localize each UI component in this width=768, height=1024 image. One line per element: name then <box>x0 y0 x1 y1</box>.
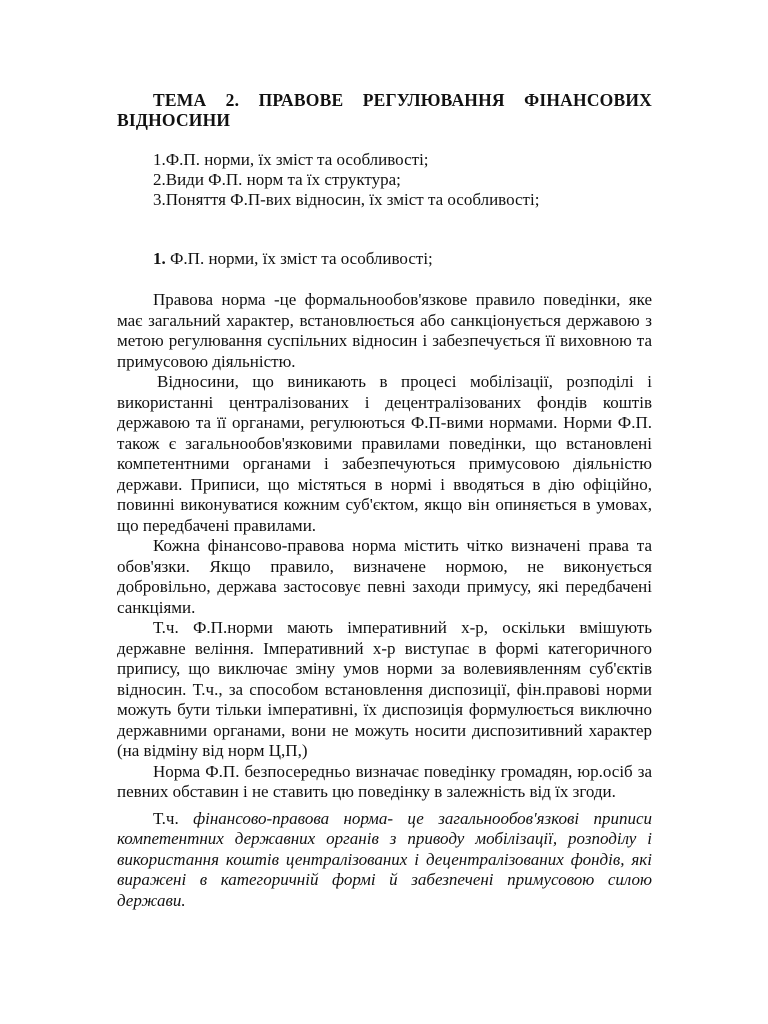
outline-item-2: 2.Види Ф.П. норм та їх структура; <box>153 170 401 189</box>
paragraph-direct-regulation: Норма Ф.П. безпосередньо визначає поведінку громадян, юр.осіб за певних обставин і не ставить цю поведінку в залежність від їх згоди. <box>117 761 652 801</box>
paragraph-imperative-nature: Т.ч. Ф.П.норми мають імперативний х-р, оскільки вмішують державне веління. Імперативний х-р виступає в формі категоричного припису, що виключає зміну умов норми за волевиявленням суб'єктів відносин. Т.ч., за способом встановлення диспозиції, фін.правові норми можуть бути тільки імперативні, їх диспозиція формулюється виключно державними органами, вони не можуть носити диспозитивний характер (на відміну від норм Ц,П,) <box>117 618 652 760</box>
definition-text: фінансово-правова норма- це загальнообов'язкові приписи компетентних державних органів з приводу мобілізації, розподілу і використання коштів централізованих і децентралізованих фондів, які виражені в категоричній формі й забезпечені примусовою силою держави. <box>117 808 652 910</box>
topic-title <box>117 90 652 130</box>
paragraph-financial-relations: Відносини, що виникають в процесі мобілізації, розподілі і використанні централізованих і децентралізованих фондів коштів державою та її органами, регулюються Ф.П-вими нормами. Норми Ф.П. також є загальнообов'язковими правилами поведінки, що встановлені компетентними органами і забезпечуються примусовою діяльністю держави. Приписи, що містяться в нормі і вводяться в дію офіційно, повинні виконуватися кожним суб'єктом, якщо він опиняється в умовах, що передбачені правилами. <box>117 372 652 535</box>
paragraph-financial-norm-definition <box>117 809 652 912</box>
section-1-heading <box>153 249 653 270</box>
outline-item-3: 3.Поняття Ф.П-вих відносин, їх зміст та особливості; <box>153 190 540 209</box>
paragraph-rights-and-duties: Кожна фінансово-правова норма містить чітко визначені права та обов'язки. Якщо правило, визначене нормою, не виконується добровільно, держава застосовує певні заходи примусу, які передбачені санкціями. <box>117 536 652 617</box>
outline-item-1: 1.Ф.П. норми, їх зміст та особливості; <box>153 150 429 169</box>
section-1-body <box>117 290 652 911</box>
section-1-title: Ф.П. норми, їх зміст та особливості; <box>165 249 433 268</box>
paragraph-legal-norm-definition: Правова норма -це формальнообов'язкове правило поведінки, яке має загальний характер, встановлюється або санкціонується державою з метою регулювання суспільних відносин і забезпечується її виховною та примусовою діяльністю. <box>117 290 652 371</box>
definition-prefix: Т.ч. <box>153 808 194 828</box>
topic-title-line-2: ВІДНОСИНИ <box>117 110 231 130</box>
section-1-number: 1. <box>153 249 166 268</box>
topic-title-line-1: ТЕМА 2. ПРАВОВЕ РЕГУЛЮВАННЯ ФІНАНСОВИХ <box>153 90 652 110</box>
topic-outline <box>153 150 653 210</box>
